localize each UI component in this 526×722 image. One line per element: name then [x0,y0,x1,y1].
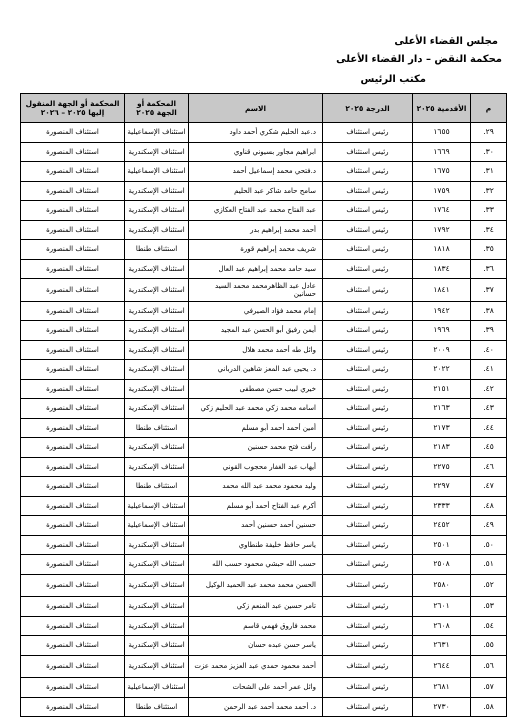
cell-court-from: استئناف الإسكندرية [125,201,189,221]
cell-seniority: ١٧٩٢ [413,220,471,240]
cell-rank: رئيس استئناف [323,301,413,321]
cell-seniority: ٢٦٣١ [413,636,471,656]
cell-court-to: استئناف المنصورة [21,438,125,458]
cell-seniority: ٢١٦٣ [413,399,471,419]
cell-name: إمام محمد فؤاد الصيرفي [189,301,323,321]
cell-name: سامح حامد شاكر عبد الحليم [189,181,323,201]
cell-num: ٥١. [471,555,507,575]
cell-court-to: استئناف المنصورة [21,240,125,260]
cell-name: وائل طه أحمد محمد هلال [189,340,323,360]
cell-rank: رئيس استئناف [323,123,413,143]
cell-court-from: استئناف طنطا [125,477,189,497]
table-row [21,123,507,143]
cell-name: أحمد محمود حمدي عبد العزيز محمد عزت [189,655,323,678]
cell-court-to: استئناف المنصورة [21,418,125,438]
table-row [21,379,507,399]
cell-court-from: استئناف الإسكندرية [125,340,189,360]
cell-name: د.فتحي محمد إسماعيل أحمد [189,162,323,182]
cell-num: ٣٥. [471,240,507,260]
cell-name: تامر حسين عبد المنعم زكي [189,597,323,617]
cell-court-to: استئناف المنصورة [21,535,125,555]
cell-rank: رئيس استئناف [323,496,413,516]
cell-name: وائل عمر أحمد على الشحات [189,678,323,698]
cell-name: أحمد محمد إبراهيم بدر [189,220,323,240]
cell-court-from: استئناف الإسماعيلية [125,678,189,698]
cell-name: حسب الله حبشي محمود حسب الله [189,555,323,575]
cell-num: ٤٧. [471,477,507,497]
table-row [21,301,507,321]
cell-seniority: ٢٣٣٣ [413,496,471,516]
table-body [21,123,507,717]
table-row [21,535,507,555]
cell-name: أمين أحمد أحمد أبو مسلم [189,418,323,438]
cell-rank: رئيس استئناف [323,399,413,419]
table-row [21,655,507,678]
cell-court-from: استئناف الإسماعيلية [125,162,189,182]
table-row [21,418,507,438]
cell-rank: رئيس استئناف [323,597,413,617]
cell-court-from: استئناف الإسكندرية [125,301,189,321]
cell-court-from: استئناف الإسكندرية [125,535,189,555]
cell-court-to: استئناف المنصورة [21,360,125,380]
cell-num: ٤٩. [471,516,507,536]
table-row [21,220,507,240]
cell-name: أكرم عبد الفتاح أحمد أبو مسلم [189,496,323,516]
cell-court-to: استئناف المنصورة [21,301,125,321]
cell-seniority: ٢٢٧٥ [413,457,471,477]
cell-court-from: استئناف الإسكندرية [125,360,189,380]
cell-rank: رئيس استئناف [323,142,413,162]
cell-seniority: ٢٧٣٠ [413,697,471,717]
cell-num: ٣٦. [471,259,507,279]
cell-seniority: ٢٦٤٤ [413,655,471,678]
cell-seniority: ١٩٤٢ [413,301,471,321]
council-title: مجلس القضاء الأعلى [394,36,498,47]
table-row [21,438,507,458]
table-row [21,616,507,636]
cell-rank: رئيس استئناف [323,438,413,458]
cell-court-to: استئناف المنصورة [21,399,125,419]
cell-court-to: استئناف المنصورة [21,457,125,477]
cell-court-to: استئناف المنصورة [21,162,125,182]
cell-name: خيري لبيب حسن مصطفى [189,379,323,399]
cell-num: ٤٦. [471,457,507,477]
col-header-rank: الدرجة ٢٠٢٥ [323,94,413,123]
cell-name: ابراهيم مجاور بسيوني قناوي [189,142,323,162]
cell-name: د. أحمد محمد أحمد عبد الرحمن [189,697,323,717]
cell-court-to: استئناف المنصورة [21,678,125,698]
table-row [21,457,507,477]
cell-num: ٤٣. [471,399,507,419]
cell-court-from: استئناف الإسكندرية [125,655,189,678]
cell-court-from: استئناف الإسكندرية [125,555,189,575]
cell-court-from: استئناف الإسكندرية [125,220,189,240]
cell-rank: رئيس استئناف [323,220,413,240]
cell-court-to: استئناف المنصورة [21,616,125,636]
table-row [21,399,507,419]
cell-seniority: ١٨٣٤ [413,259,471,279]
cell-seniority: ١٧٦٤ [413,201,471,221]
table-row [21,516,507,536]
cell-rank: رئيس استئناف [323,535,413,555]
table-row [21,360,507,380]
cell-name: حسنين أحمد حسنين أحمد [189,516,323,536]
cell-seniority: ٢١٥١ [413,379,471,399]
cell-name: محمد فاروق فهمي قاسم [189,616,323,636]
cell-court-to: استئناف المنصورة [21,574,125,597]
cell-num: ٢٩. [471,123,507,143]
cell-rank: رئيس استئناف [323,477,413,497]
cell-name: ياسر حسن عبده حسان [189,636,323,656]
cell-name: د.عبد الحليم شكري أحمد داود [189,123,323,143]
cell-court-to: استئناف المنصورة [21,496,125,516]
cell-name: عادل عبد الظاهرمحمد محمد السيد حسانين [189,279,323,302]
cell-seniority: ٢٦٠٨ [413,616,471,636]
cell-court-from: استئناف الإسكندرية [125,636,189,656]
cell-num: ٤٨. [471,496,507,516]
cell-court-from: استئناف طنطا [125,240,189,260]
cell-name: رأفت فتح محمد حسنين [189,438,323,458]
cell-court-from: استئناف الإسكندرية [125,142,189,162]
cell-seniority: ٢٥٠٨ [413,555,471,575]
cell-seniority: ٢١٧٣ [413,418,471,438]
cell-name: سيد حامد محمد إبراهيم عبد العال [189,259,323,279]
table-row [21,555,507,575]
cell-num: ٥٣. [471,597,507,617]
cell-rank: رئيس استئناف [323,340,413,360]
cell-num: ٣٢. [471,181,507,201]
cell-num: ٥٦. [471,655,507,678]
cell-rank: رئيس استئناف [323,574,413,597]
cell-num: ٤٠. [471,340,507,360]
cell-num: ٥٢. [471,574,507,597]
cell-rank: رئيس استئناف [323,655,413,678]
cell-rank: رئيس استئناف [323,516,413,536]
cell-court-from: استئناف الإسكندرية [125,597,189,617]
cell-seniority: ٢٥٠١ [413,535,471,555]
cell-seniority: ١٨٤١ [413,279,471,302]
cell-rank: رئيس استئناف [323,555,413,575]
cell-num: ٤٥. [471,438,507,458]
cell-seniority: ١٦٧٥ [413,162,471,182]
table-row [21,240,507,260]
cell-court-to: استئناف المنصورة [21,555,125,575]
cell-num: ٣٩. [471,321,507,341]
cell-rank: رئيس استئناف [323,201,413,221]
table-row [21,340,507,360]
cell-court-to: استئناف المنصورة [21,516,125,536]
cell-court-to: استئناف المنصورة [21,340,125,360]
cell-rank: رئيس استئناف [323,240,413,260]
cell-court-from: استئناف الإسكندرية [125,181,189,201]
cell-rank: رئيس استئناف [323,162,413,182]
cell-name: الحسن محمد محمد عبد الحميد الوكيل [189,574,323,597]
cell-rank: رئيس استئناف [323,321,413,341]
cell-seniority: ١٨١٨ [413,240,471,260]
cell-court-from: استئناف الإسكندرية [125,399,189,419]
table-row [21,496,507,516]
cell-num: ٥٨. [471,697,507,717]
cell-court-to: استئناف المنصورة [21,220,125,240]
cell-court-to: استئناف المنصورة [21,123,125,143]
table-row [21,279,507,302]
cell-court-to: استئناف المنصورة [21,697,125,717]
cell-seniority: ٢٠٢٢ [413,360,471,380]
table-row [21,477,507,497]
cell-num: ٤٢. [471,379,507,399]
cell-seniority: ٢١٨٣ [413,438,471,458]
table-header-row [21,94,507,123]
cell-seniority: ٢٥٨٠ [413,574,471,597]
cell-court-from: استئناف الإسكندرية [125,259,189,279]
cell-num: ٣١. [471,162,507,182]
cell-court-from: استئناف طنطا [125,697,189,717]
cell-seniority: ٢٤٥٢ [413,516,471,536]
office-title: مكتب الرئيس [360,74,426,85]
cell-name: ياسر حافظ خليفة طنطاوي [189,535,323,555]
table-row [21,321,507,341]
cell-rank: رئيس استئناف [323,697,413,717]
table-row [21,697,507,717]
cell-num: ٥٥. [471,636,507,656]
cell-rank: رئيس استئناف [323,360,413,380]
cell-name: أيهاب عبد الغفار محجوب القوني [189,457,323,477]
cell-rank: رئيس استئناف [323,181,413,201]
cell-rank: رئيس استئناف [323,279,413,302]
cell-seniority: ٢٠٠٩ [413,340,471,360]
table-row [21,259,507,279]
cell-court-from: استئناف الإسكندرية [125,457,189,477]
table-row [21,678,507,698]
cell-court-to: استئناف المنصورة [21,181,125,201]
table-row [21,201,507,221]
cell-num: ٥٧. [471,678,507,698]
cell-rank: رئيس استئناف [323,457,413,477]
cell-name: شريف محمد إبراهيم قورة [189,240,323,260]
cell-num: ٣٧. [471,279,507,302]
cell-seniority: ١٧٥٩ [413,181,471,201]
cell-court-to: استئناف المنصورة [21,636,125,656]
table-row [21,636,507,656]
cell-court-from: استئناف الإسماعيلية [125,496,189,516]
cell-num: ٤٤. [471,418,507,438]
cell-seniority: ٢٦٠١ [413,597,471,617]
col-header-name: الاسم [189,94,323,123]
cell-seniority: ١٦٥٥ [413,123,471,143]
cell-name: د. يحيى عبد المعز شاهين الدرباني [189,360,323,380]
cell-court-from: استئناف الإسكندرية [125,616,189,636]
table-row [21,181,507,201]
cell-court-to: استئناف المنصورة [21,279,125,302]
cell-court-to: استئناف المنصورة [21,597,125,617]
cell-num: ٥٤. [471,616,507,636]
cell-rank: رئيس استئناف [323,678,413,698]
cell-num: ٣٠. [471,142,507,162]
col-header-num: م [471,94,507,123]
cell-num: ٥٠. [471,535,507,555]
cell-num: ٣٣. [471,201,507,221]
cell-seniority: ٢٢٩٧ [413,477,471,497]
cell-rank: رئيس استئناف [323,418,413,438]
cell-court-to: استئناف المنصورة [21,201,125,221]
cell-name: أيمن رفيق أبو الحسن عبد المجيد [189,321,323,341]
cell-court-to: استئناف المنصورة [21,655,125,678]
cell-court-to: استئناف المنصورة [21,259,125,279]
cell-name: وليد محمود محمد عبد الله محمد [189,477,323,497]
table-row [21,142,507,162]
cell-num: ٣٤. [471,220,507,240]
cell-seniority: ٢٦٨١ [413,678,471,698]
cell-num: ٤١. [471,360,507,380]
cell-court-to: استئناف المنصورة [21,142,125,162]
table-row [21,162,507,182]
cell-court-from: استئناف الإسماعيلية [125,516,189,536]
cell-court-from: استئناف الإسكندرية [125,321,189,341]
cell-rank: رئيس استئناف [323,636,413,656]
cell-court-from: استئناف طنطا [125,418,189,438]
table-row [21,597,507,617]
cell-court-from: استئناف الإسماعيلية [125,123,189,143]
cell-court-to: استئناف المنصورة [21,321,125,341]
cell-court-from: استئناف الإسكندرية [125,279,189,302]
cell-name: اسامه محمد زكي محمد عبد الحليم زكي [189,399,323,419]
col-header-seniority: الأقدمية ٢٠٢٥ [413,94,471,123]
cell-court-to: استئناف المنصورة [21,379,125,399]
cell-name: عبد الفتاح محمد عبد الفتاح العكازي [189,201,323,221]
court-title: محكمة النقض – دار القضاء الأعلى [336,54,502,65]
cell-court-to: استئناف المنصورة [21,477,125,497]
cell-court-from: استئناف الإسكندرية [125,438,189,458]
cell-court-from: استئناف الإسكندرية [125,574,189,597]
table-row [21,574,507,597]
col-header-court-to: المحكمة أو الجهة المنقول إليها ٢٠٢٥ – ٢٠٢٦ [21,94,125,123]
cell-rank: رئيس استئناف [323,616,413,636]
cell-seniority: ١٦٦٩ [413,142,471,162]
cell-num: ٣٨. [471,301,507,321]
transfers-table [20,93,507,717]
cell-rank: رئيس استئناف [323,259,413,279]
cell-court-from: استئناف الإسكندرية [125,379,189,399]
cell-rank: رئيس استئناف [323,379,413,399]
cell-seniority: ١٩٦٩ [413,321,471,341]
col-header-court-from: المحكمة أو الجهة ٢٠٢٥ [125,94,189,123]
